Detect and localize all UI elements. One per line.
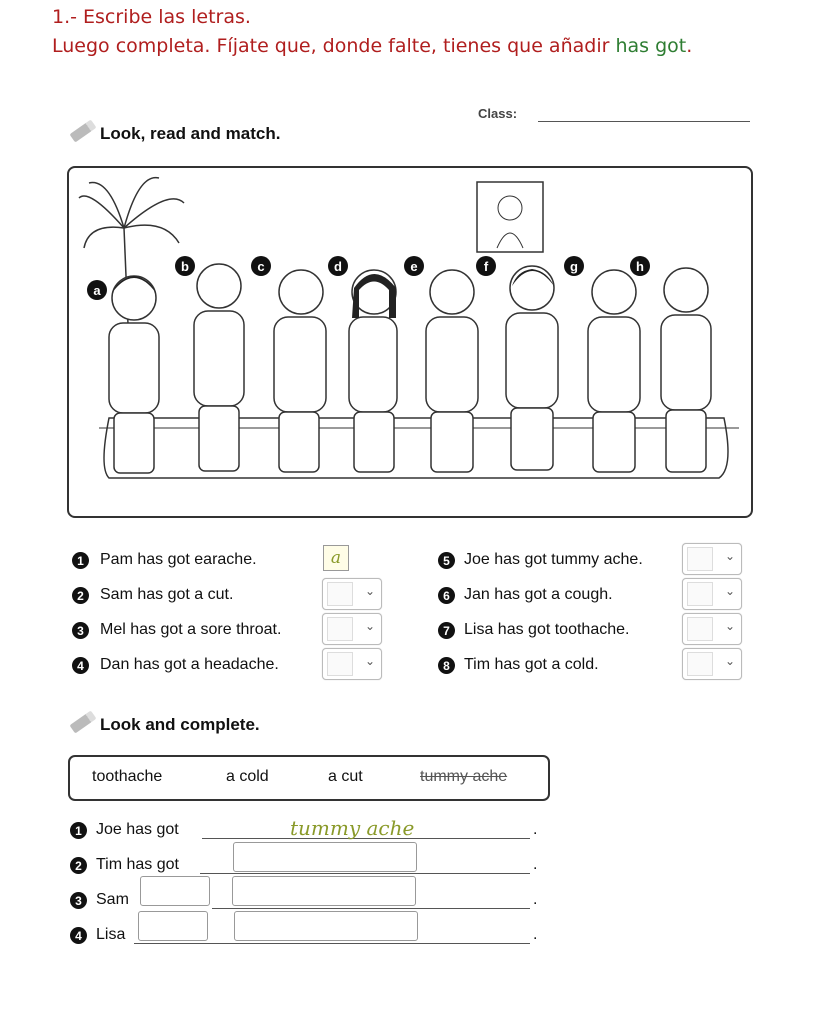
match-dropdown[interactable] — [322, 613, 382, 645]
verb-input[interactable] — [138, 911, 208, 941]
chevron-down-icon: ⌄ — [364, 654, 375, 668]
answer-line — [200, 872, 530, 874]
item-number: 4 — [72, 657, 89, 674]
dropdown-value — [687, 547, 713, 571]
chevron-down-icon: ⌄ — [724, 619, 735, 633]
word-bank-item: a cut — [328, 768, 363, 785]
match-dropdown[interactable] — [322, 648, 382, 680]
waiting-room-drawing — [69, 168, 751, 516]
illustration — [67, 166, 753, 518]
match-sentence: Joe has got tummy ache. — [464, 551, 643, 568]
item-number: 8 — [438, 657, 455, 674]
match-sentence: Pam has got earache. — [100, 551, 257, 568]
complete-subject: Lisa — [96, 926, 126, 943]
class-line — [538, 120, 750, 122]
pencil-icon — [69, 119, 96, 142]
answer-input[interactable] — [232, 876, 416, 906]
match-sentence: Mel has got a sore throat. — [100, 621, 282, 638]
item-number: 1 — [72, 552, 89, 569]
item-number: 7 — [438, 622, 455, 639]
item-number: 1 — [70, 822, 87, 839]
instruction-highlight: has got — [615, 35, 687, 57]
label-c: c — [251, 256, 271, 276]
instruction-text: Luego completa. Fíjate que, donde falte, tienes que añadir — [52, 35, 616, 57]
pencil-icon — [69, 710, 96, 733]
match-sentence: Jan has got a cough. — [464, 586, 613, 603]
item-number: 3 — [70, 892, 87, 909]
match-sentence: Tim has got a cold. — [464, 656, 599, 673]
period: . — [533, 821, 538, 838]
dropdown-value — [687, 582, 713, 606]
match-dropdown[interactable] — [682, 613, 742, 645]
period: . — [533, 926, 538, 943]
match-dropdown[interactable] — [682, 648, 742, 680]
class-label: Class: — [478, 106, 518, 121]
dropdown-value — [687, 617, 713, 641]
chevron-down-icon: ⌄ — [724, 584, 735, 598]
match-sentence: Dan has got a headache. — [100, 656, 279, 673]
match-dropdown[interactable] — [682, 543, 742, 575]
chevron-down-icon: ⌄ — [364, 584, 375, 598]
handwritten-answer: tummy ache — [290, 816, 415, 840]
item-number: 3 — [72, 622, 89, 639]
item-number: 6 — [438, 587, 455, 604]
complete-subject: Sam — [96, 891, 129, 908]
item-number: 5 — [438, 552, 455, 569]
label-b: b — [175, 256, 195, 276]
item-number: 2 — [70, 857, 87, 874]
answer-input[interactable] — [233, 842, 417, 872]
item-number: 2 — [72, 587, 89, 604]
item-number: 4 — [70, 927, 87, 944]
verb-input[interactable] — [140, 876, 210, 906]
dropdown-value — [327, 582, 353, 606]
match-sentence: Lisa has got toothache. — [464, 621, 630, 638]
dropdown-value — [327, 617, 353, 641]
label-h: h — [630, 256, 650, 276]
label-a: a — [87, 280, 107, 300]
poster-icon — [477, 182, 543, 252]
period: . — [533, 856, 538, 873]
match-answer-box[interactable]: a — [323, 545, 349, 571]
match-sentence: Sam has got a cut. — [100, 586, 234, 603]
instruction-line-2 — [52, 35, 692, 57]
complete-subject: Tim has got — [96, 856, 179, 873]
word-bank — [68, 755, 550, 801]
instruction-end: . — [686, 35, 693, 57]
dropdown-value — [327, 652, 353, 676]
chevron-down-icon: ⌄ — [364, 619, 375, 633]
section-title-match: Look, read and match. — [100, 124, 281, 143]
word-bank-item: a cold — [226, 768, 269, 785]
label-e: e — [404, 256, 424, 276]
answer-line — [212, 907, 530, 909]
label-f: f — [476, 256, 496, 276]
complete-subject: Joe has got — [96, 821, 179, 838]
answer-input[interactable] — [234, 911, 418, 941]
dropdown-value — [687, 652, 713, 676]
chevron-down-icon: ⌄ — [724, 549, 735, 563]
chevron-down-icon: ⌄ — [724, 654, 735, 668]
match-dropdown[interactable] — [682, 578, 742, 610]
label-g: g — [564, 256, 584, 276]
instruction-line-1: 1.- Escribe las letras. — [52, 6, 251, 28]
period: . — [533, 891, 538, 908]
word-bank-item-used: tummy ache — [420, 768, 508, 785]
answer-line — [134, 942, 530, 944]
label-d: d — [328, 256, 348, 276]
section-title-complete: Look and complete. — [100, 715, 260, 734]
match-dropdown[interactable] — [322, 578, 382, 610]
word-bank-item: toothache — [92, 768, 163, 785]
